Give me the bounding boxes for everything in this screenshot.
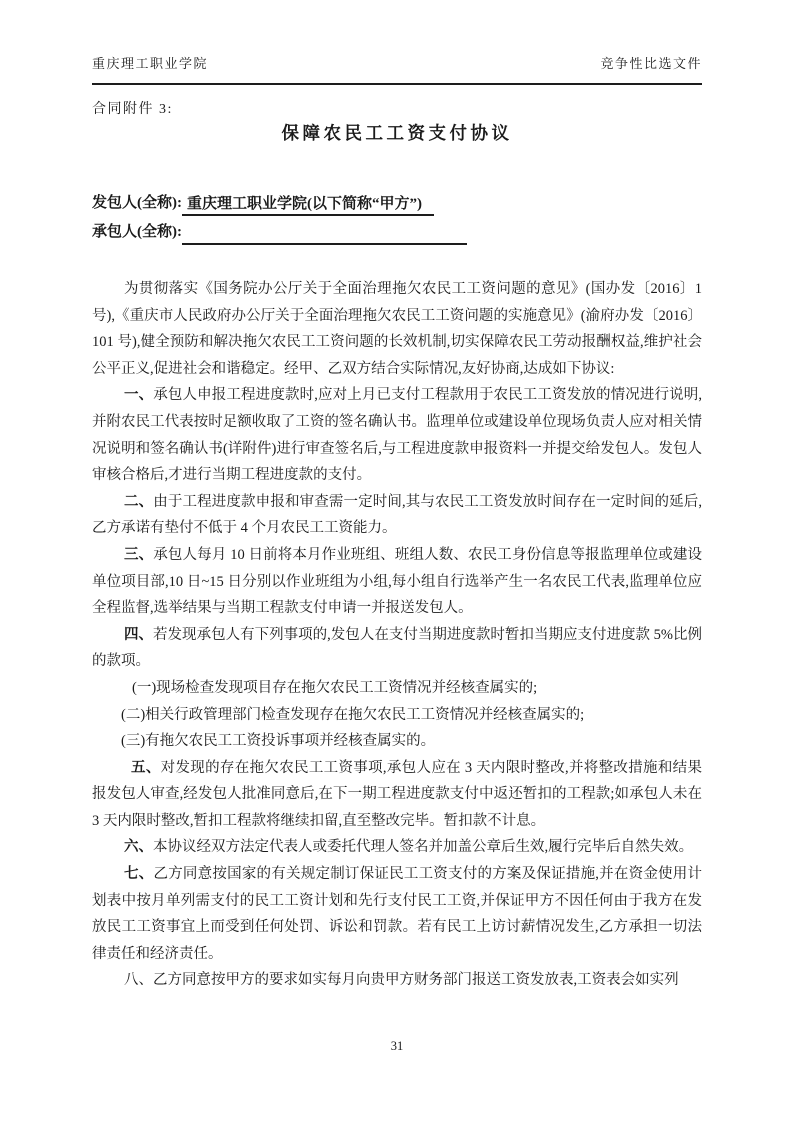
party-row-contractor: [92, 218, 702, 247]
page-header: [92, 0, 702, 85]
paragraph-text: 承包人申报工程进度款时,应对上月已支付工程款用于农民工工资发放的情况进行说明,并附农民工代表按时足额收取了工资的签名确认书。监理单位或建设单位现场负责人应对相关情况说明和签名确认书(详附件)进行审查签名后,与工程进度款申报资料一并提交给发包人。发包人审核合格后,才进行当期工程进度款的支付。: [92, 387, 702, 484]
clause-4-item-2: [92, 702, 702, 729]
item-marker: 三、: [124, 546, 154, 563]
clause-2: [92, 489, 702, 542]
parties-block: [92, 189, 702, 247]
preamble-paragraph: [92, 276, 702, 382]
employer-value: 重庆理工职业学院(以下简称“甲方”): [182, 194, 434, 216]
paragraph-text: 对发现的存在拖欠农民工工资事项,承包人应在 3 天内限时整改,并将整改措施和结果报发包人审查,经发包人批准同意后,在下一期工程进度款支付中返还暂扣的工程款;如承包人未在 3 天内限时整改,暂扣工程款将继续扣留,直至整改完毕。暂扣款不计息。: [92, 759, 702, 829]
clause-4-item-3: [92, 728, 702, 755]
contractor-value-blank: [182, 223, 467, 245]
paragraph-text: (一)现场检查发现项目存在拖欠农民工工资情况并经核查属实的;: [132, 679, 538, 696]
employer-label: 发包人(全称):: [92, 195, 182, 211]
clause-7: [92, 861, 702, 967]
paragraph-text: 由于工程进度款申报和审查需一定时间,其与农民工工资发放时间存在一定时间的延后,乙方承诺有垫付不低于 4 个月农民工工资能力。: [92, 493, 702, 537]
item-marker: 四、: [124, 626, 154, 643]
paragraph-text: 承包人每月 10 日前将本月作业班组、班组人数、农民工身份信息等报监理单位或建设单位项目部,10 日~15 日分别以作业班组为小组,每小组自行选举产生一名农民工代表,监理单位应全程监督,选举结果与当期工程款支付申请一并报送发包人。: [92, 546, 703, 617]
item-marker: 一、: [124, 387, 154, 404]
party-row-employer: [92, 189, 702, 218]
clause-4: [92, 622, 702, 675]
page-number: 31: [390, 1039, 404, 1053]
clause-5: [92, 755, 702, 835]
paragraph-text: 八、乙方同意按甲方的要求如实每月向贵甲方财务部门报送工资发放表,工资表会如实列: [124, 972, 679, 989]
clause-1: [92, 382, 702, 488]
item-marker: 七、: [124, 866, 154, 883]
clause-3: [92, 542, 702, 622]
paragraph-text: 为贯彻落实《国务院办公厅关于全面治理拖欠农民工工资问题的意见》(国办发〔2016〕1 号),《重庆市人民政府办公厅关于全面治理拖欠农民工工资问题的实施意见》(渝府办发〔2016〕101 号),健全预防和解决拖欠农民工工资问题的长效机制,切实保障农民工劳动报酬权益,维护社会公平正义,促进社会和谐稳定。经甲、乙双方结合实际情况,友好协商,达成如下协议:: [92, 281, 702, 377]
contractor-label: 承包人(全称):: [92, 224, 182, 240]
item-marker: 二、: [124, 493, 154, 510]
item-marker: 六、: [124, 839, 153, 856]
clause-8: [92, 967, 702, 994]
paragraph-text: 本协议经双方法定代表人或委托代理人签名并加盖公章后生效,履行完毕后自然失效。: [153, 839, 694, 856]
clause-4-item-1: [92, 675, 702, 702]
header-right-text: 竞争性比选文件: [600, 56, 702, 71]
header-left-text: 重庆理工职业学院: [92, 56, 209, 71]
attachment-label: 合同附件 3:: [92, 102, 173, 117]
agreement-body: [92, 276, 702, 994]
paragraph-text: (三)有拖欠农民工工资投诉事项并经核查属实的。: [121, 733, 436, 750]
paragraph-text: 若发现承包人有下列事项的,发包人在支付当期进度款时暂扣当期应支付进度款 5%比例的款项。: [92, 626, 703, 670]
document-title: 保障农民工工资支付协议: [281, 123, 513, 143]
paragraph-text: (二)相关行政管理部门检查发现存在拖欠农民工工资情况并经核查属实的;: [121, 706, 585, 723]
clause-6: [92, 834, 702, 861]
paragraph-text: 乙方同意按国家的有关规定制订保证民工工资支付的方案及保证措施,并在资金使用计划表中按月单列需支付的民工工资计划和先行支付民工工资,并保证甲方不因任何由于我方在发放民工工资事宜上而受到任何处罚、诉讼和罚款。若有民工上访讨薪情况发生,乙方承担一切法律责任和经济责任。: [92, 866, 703, 962]
item-marker: 五、: [131, 759, 161, 776]
